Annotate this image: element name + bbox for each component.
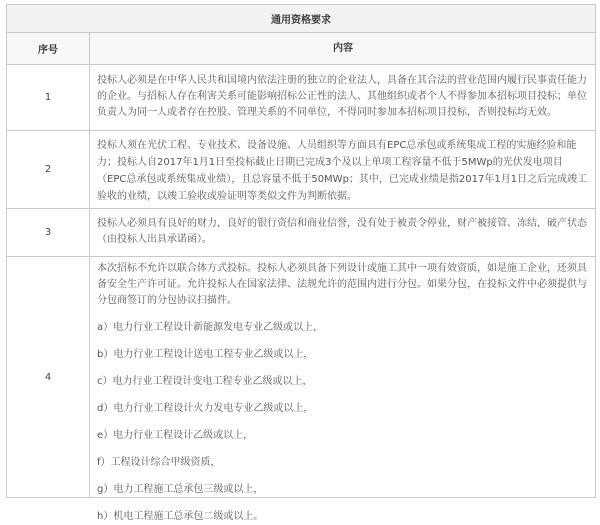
qualification-item: d）电力行业工程设计火力发电专业乙级或以上， (97, 403, 314, 414)
table-header-row (7, 33, 595, 65)
qualification-item: g）电力工程施工总承包三级或以上， (97, 484, 264, 495)
row-content: 投标人须在光伏工程、专业技术、设备设施、人员组织等方面具有EPC总承包或系统集成工程的实施经验和能力；投标人自2017年1月1日至投标截止日期已完成3个及以上单项工程容量不低于5MWp的光伏发电项目（EPC总承包或系统集成业绩），且总容量不低于50MWp；其中，已完成业绩是指2017年1月1日之后完成竣工验收的业绩，以竣工验收或验证明等类似文件为判断依据。 (97, 140, 588, 202)
row-content: 投标人必须具有良好的财力，良好的银行资信和商业信誉，没有处于被责令停业，财产被接管、冻结，破产状态（由投标人出具承诺函）。 (97, 218, 587, 245)
qualification-item: c）电力行业工程设计变电工程专业乙级或以上， (97, 376, 313, 387)
table-title: 通用资格要求 (7, 5, 595, 33)
qualification-item: h）机电工程施工总承包二级或以上。 (97, 511, 264, 522)
table-row (7, 209, 595, 257)
qualification-item: f）工程设计综合甲级资质， (97, 457, 221, 468)
qualification-item: b）电力行业工程设计送电工程专业乙级或以上， (97, 349, 314, 360)
row-number: 1 (44, 92, 52, 103)
row-number: 4 (44, 372, 52, 383)
table-row (7, 131, 595, 209)
row-content: 投标人必须是在中华人民共和国境内依法注册的独立的企业法人，具备在其合法的营业范围内履行民事责任能力的企业。与招标人存在利害关系可能影响招标公正性的法人、其他组织或者个人不得参加本招标项目投标；单位负责人为同一人或者存在控股、管理关系的不同单位，不得同时参加本招标项目投标，否则投标均无效。 (97, 75, 587, 118)
requirement-intro: 本次招标不允许以联合体方式投标。投标人必须具备下列设计或施工其中一项有效资质，如是施工企业，还须具备安全生产许可证。允许投标人在国家法律、法规允许的范围内进行分包。如果分包，在投标文件中必须提供与分包商签订的分包协议扫描件。 (97, 263, 587, 306)
header-no: 序号 (38, 45, 58, 56)
qualification-item: a）电力行业工程设计新能源发电专业乙级或以上， (97, 322, 324, 333)
qualification-table (6, 4, 596, 522)
table-row (7, 65, 595, 131)
table-row (7, 257, 595, 522)
row-content (90, 261, 595, 525)
header-content: 内容 (333, 42, 353, 54)
row-number: 3 (44, 227, 52, 238)
qualification-item: e）电力行业工程设计乙级或以上， (97, 430, 254, 441)
row-number: 2 (44, 164, 52, 175)
